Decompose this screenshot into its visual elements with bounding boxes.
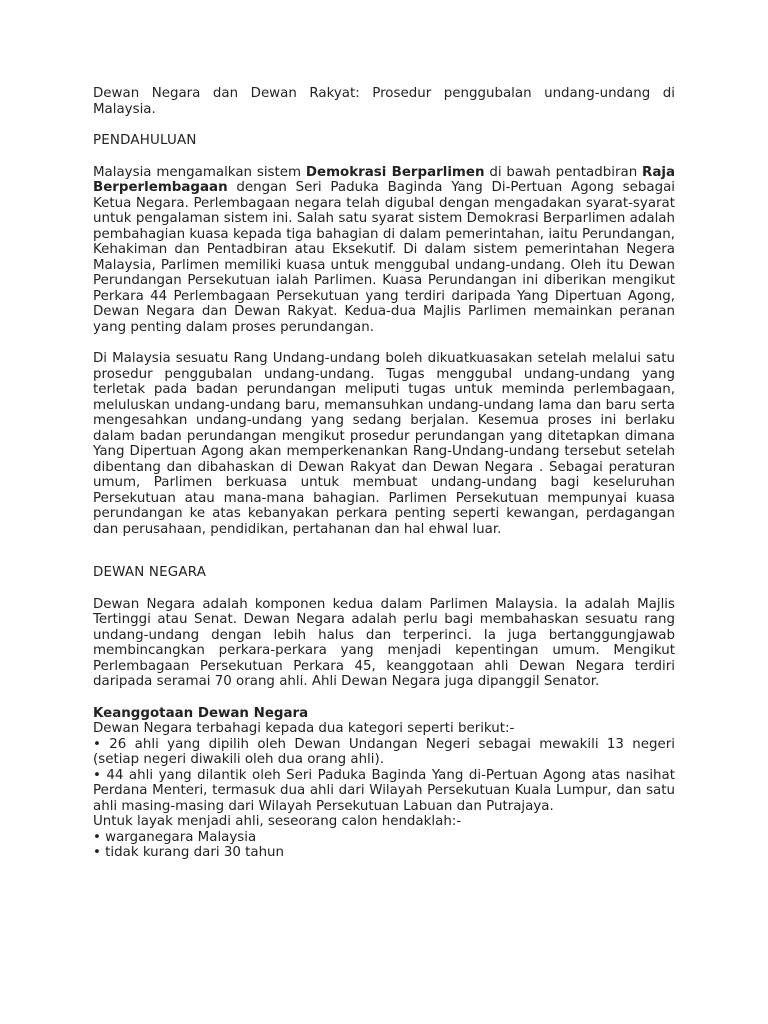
intro-paragraph-2: Di Malaysia sesuatu Rang Undang-undang boleh dikuatkuasakan setelah melalui satu prosedur penggubalan undang-undang. Tugas menggubal undang-undang yang terletak pada badan perundangan meliputi tugas untuk meminda perlembagaan, meluluskan undang-undang baru, memansuhkan undang-undang lama dan baru serta mengesahkan undang-undang yang sedang berjalan. Kesemua proses ini berlaku dalam badan perundangan mengikut prosedur perundangan yang ditetapkan dimana Yang Dipertuan Agong akan memperkenankan Rang-Undang-undang tersebut setelah dibentang dan dibahaskan di Dewan Rakyat dan Dewan Negara . Sebagai peraturan umum, Parlimen berkuasa untuk membuat undang-undang bagi keseluruhan Persekutuan atau mana-mana bahagian. Parlimen Persekutuan mempunyai kuasa perundangan ke atas kebanyakan perkara penting seperti kewangan, perdagangan dan perusahaan, pendidikan, pertahanan dan hal ehwal luar. [93, 351, 675, 537]
spacer [93, 117, 675, 133]
dewan-negara-heading: DEWAN NEGARA [93, 565, 207, 580]
intro-p1-text-2: di bawah pentadbiran [484, 164, 643, 180]
document-page [93, 86, 675, 861]
dewan-negara-paragraph: Dewan Negara adalah komponen kedua dalam Parlimen Malaysia. Ia adalah Majlis Tertinggi atau Senat. Dewan Negara adalah perlu bagi membahaskan sesuatu rang undang-undang dengan lebih halus dan terperinci. Ia juga bertanggungjawab membincangkan perkara-perkara yang menjadi kepentingan umum. Mengikut Perlembagaan Persekutuan Perkara 45, keanggotaan ahli Dewan Negara terdiri daripada seramai 70 orang ahli. Ahli Dewan Negara juga dipanggil Senator. [93, 596, 675, 689]
eligibility-intro: Untuk layak menjadi ahli, seseorang calon hendaklah:- [93, 814, 462, 829]
membership-bullet-elected: • 26 ahli yang dipilih oleh Dewan Undangan Negeri sebagai mewakili 13 negeri (setiap negeri diwakili oleh dua orang ahli). [93, 736, 675, 767]
eligibility-bullet-age: • tidak kurang dari 30 tahun [93, 845, 285, 860]
spacer [93, 581, 675, 597]
intro-paragraph-1 [93, 165, 675, 336]
intro-p1-text-3: dengan Seri Paduka Baginda Yang Di-Pertuan Agong sebagai Ketua Negara. Perlembagaan negara telah digubal dengan mengadakan syarat-syarat untuk pengalaman sistem ini. Salah satu syarat sistem Demokrasi Berparlimen adalah pembahagian kuasa kepada tiga bahagian di dalam pemerintahan, iaitu Perundangan, Kehakiman dan Pentadbiran atau Eksekutif. Di dalam sistem pemerintahan Negera Malaysia, Parlimen memiliki kuasa untuk menggubal undang-undang. Oleh itu Dewan Perundangan Persekutuan ialah Parlimen. Kuasa Perundangan ini diberikan mengikut Perkara 44 Perlembagaan Persekutuan yang terdiri daripada Yang Dipertuan Agong, Dewan Negara dan Dewan Rakyat. Kedua-dua Majlis Parlimen memainkan peranan yang penting dalam proses perundangan. [93, 180, 675, 335]
spacer [93, 537, 675, 565]
document-title: Dewan Negara dan Dewan Rakyat: Prosedur penggubalan undang-undang di Malaysia. [93, 86, 675, 117]
intro-heading: PENDAHULUAN [93, 133, 197, 148]
intro-p1-bold-2: Raja Berperlembagaan [93, 164, 676, 195]
spacer [93, 149, 675, 165]
eligibility-bullet-citizen: • warganegara Malaysia [93, 829, 257, 845]
membership-bullet-appointed: • 44 ahli yang dilantik oleh Seri Paduka Baginda Yang di-Pertuan Agong atas nasihat Perdana Menteri, termasuk dua ahli dari Wilayah Persekutuan Kuala Lumpur, dan satu ahli masing-masing dari Wilayah Persekutuan Labuan dan Putrajaya. [93, 767, 675, 814]
membership-heading: Keanggotaan Dewan Negara [93, 705, 309, 721]
spacer [93, 335, 675, 351]
intro-p1-text-1: Malaysia mengamalkan sistem [93, 164, 306, 180]
membership-intro: Dewan Negara terbahagi kepada dua kategori seperti berikut:- [93, 721, 515, 736]
intro-p1-bold-1: Demokrasi Berparlimen [305, 164, 485, 180]
spacer [93, 690, 675, 706]
